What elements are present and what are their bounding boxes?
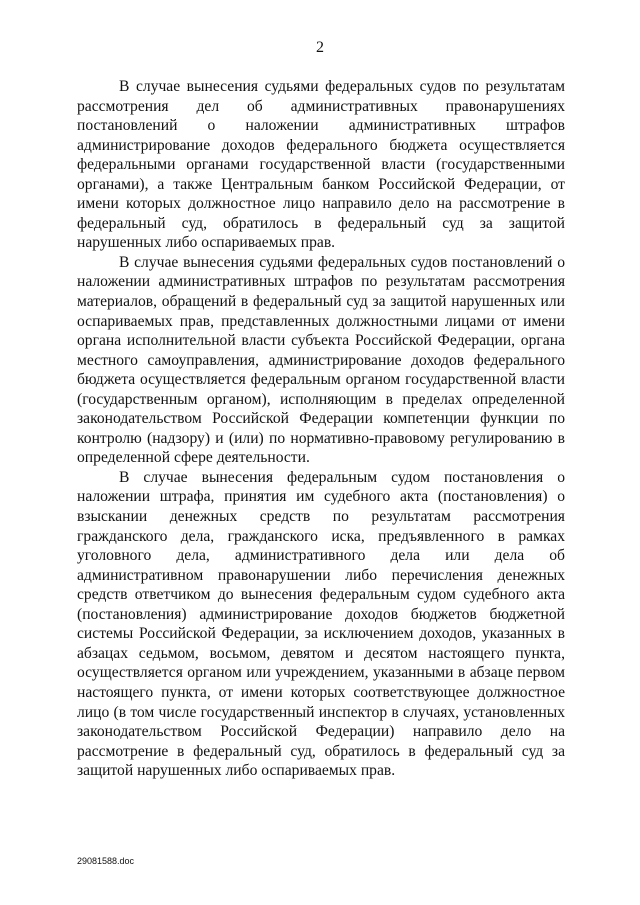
footer-filename: 29081588.doc bbox=[77, 856, 135, 866]
paragraph-3: В случае вынесения федеральным судом постановления о наложении штрафа, принятия им судебного акта (постановления) о взыскании денежных средств по результатам рассмотрения гражданского дела, гражданского иска, предъявленного в рамках уголовного дела, административного дела или дела об административном правонарушении либо перечисления денежных средств ответчиком до вынесения федеральным судом судебного акта (постановления) администрирование доходов бюджетов бюджетной системы Российской Федерации, за исключением доходов, указанных в абзацах седьмом, восьмом, девятом и десятом настоящего пункта, осуществляется органом или учреждением, указанными в абзаце первом настоящего пункта, от имени которых соответствующее должностное лицо (в том числе государственный инспектор в случаях, установленных законодательством Российской Федерации) направило дело на рассмотрение в федеральный суд, обратилось в федеральный суд за защитой нарушенных либо оспариваемых прав. bbox=[77, 468, 565, 780]
document-body bbox=[77, 77, 565, 781]
page-number: 2 bbox=[316, 39, 324, 56]
paragraph-1: В случае вынесения судьями федеральных судов по результатам рассмотрения дел об административных правонарушениях постановлений о наложении административных штрафов администрирование доходов федерального бюджета осуществляется федеральными органами государственной власти (государственными органами), а также Центральным банком Российской Федерации, от имени которых должностное лицо направило дело на рассмотрение в федеральный суд, обратилось в федеральный суд за защитой нарушенных либо оспариваемых прав. bbox=[77, 78, 565, 252]
paragraph-2: В случае вынесения судьями федеральных судов постановлений о наложении административных штрафов по результатам рассмотрения материалов, обращений в федеральный суд за защитой нарушенных или оспариваемых прав, представленных должностными лицами от имени органа исполнительной власти субъекта Российской Федерации, органа местного самоуправления, администрирование доходов федерального бюджета осуществляется федеральным органом государственной власти (государственным органом), исполняющим в пределах определенной законодательством Российской Федерации компетенции функции по контролю (надзору) и (или) по нормативно-правовому регулированию в определенной сфере деятельности. bbox=[77, 253, 565, 467]
